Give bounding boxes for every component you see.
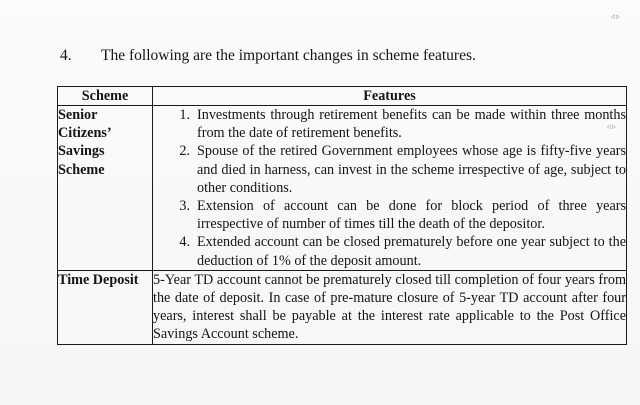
feature-list (153, 106, 626, 270)
section-heading-text: The following are the important changes in scheme features. (101, 47, 476, 64)
features-scss (153, 106, 627, 271)
scheme-name-line: Savings (58, 143, 105, 160)
feature-item (153, 106, 626, 142)
scheme-name-time-deposit: Time Deposit (58, 270, 153, 344)
table-row-time-deposit (58, 270, 627, 344)
feature-item (153, 142, 626, 197)
feature-text: Extension of account can be done for block period of three years irrespective of number of times till the death of the depositor. (197, 198, 626, 233)
section-number: 4. (60, 47, 72, 64)
table-row-scss (58, 106, 627, 271)
feature-item (153, 197, 626, 233)
scheme-name-line: Scheme (58, 161, 105, 178)
header-features: Features (153, 87, 627, 106)
feature-number: 1. (179, 107, 190, 123)
feature-text: Extended account can be closed prematurely before one year subject to the deduction of 1% of the deposit amount. (197, 234, 626, 269)
features-time-deposit: 5-Year TD account cannot be prematurely closed till completion of four years from the date of deposit. In case of pre-mature closure of 5-year TD account after four years, interest shall be payable at the interest rate applicable to the Post Office Savings Account scheme. (153, 271, 626, 343)
scan-mark-top: ᐊᐅ (610, 15, 620, 21)
scheme-name-line: Senior (58, 107, 98, 123)
feature-number: 2. (179, 143, 190, 160)
feature-text: Investments through retirement benefits can be made within three months from the date of retirement benefits. (197, 107, 626, 142)
scheme-changes-table (57, 86, 627, 345)
scheme-name-scss (58, 106, 153, 271)
feature-text: Spouse of the retired Government employees whose age is fifty-five years and died in harness, can invest in the scheme irrespective of age, subject to other conditions. (197, 143, 626, 196)
feature-number: 3. (179, 198, 190, 215)
feature-item (153, 233, 626, 269)
scheme-name-line: Citizens’ (58, 125, 112, 142)
feature-number: 4. (179, 234, 190, 251)
section-heading (60, 47, 476, 65)
scan-mark-mid: ᐊᐅ (606, 125, 616, 131)
header-scheme: Scheme (58, 87, 153, 106)
table-header-row (58, 87, 627, 106)
